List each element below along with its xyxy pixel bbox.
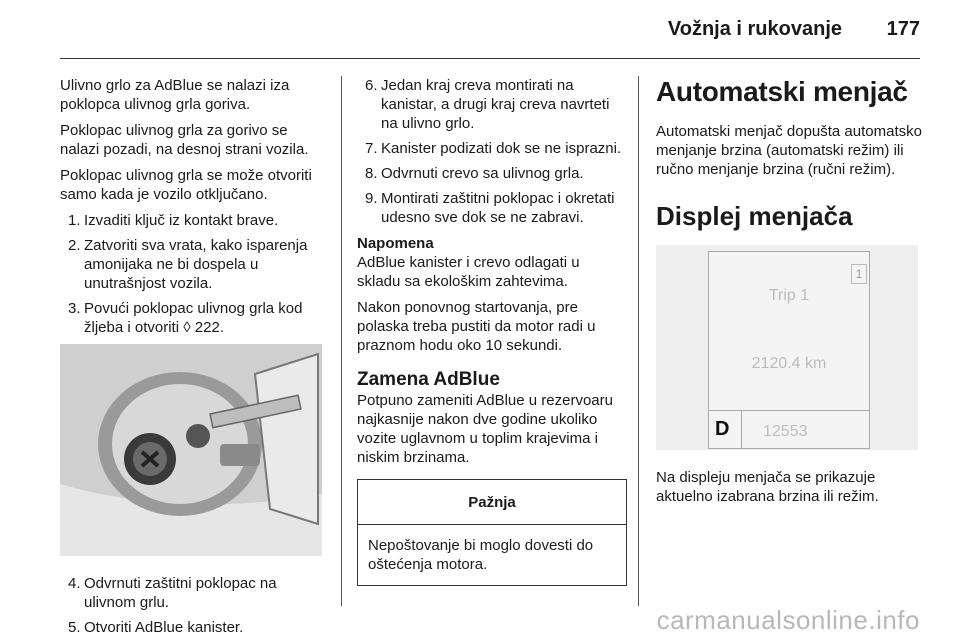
display-frame bbox=[708, 251, 870, 449]
step-text: Zatvoriti sva vrata, kako isparenja amonijaka ne bi dospela u unutrašnjost vozila. bbox=[84, 237, 308, 292]
watermark: carmanualsonline.info bbox=[656, 605, 920, 635]
list-item bbox=[357, 139, 627, 158]
step-number: 8. bbox=[365, 165, 378, 182]
gear-indicator: D bbox=[715, 418, 730, 440]
list-item bbox=[60, 236, 330, 293]
section-heading: Displej menjača bbox=[656, 201, 853, 231]
list-item bbox=[60, 574, 330, 612]
step-text: Jedan kraj creva montirati na kanistar, a drugi kraj creva navrteti na ulivno grlo. bbox=[381, 77, 610, 132]
paragraph: Nakon ponovnog startovanja, pre polaska treba pustiti da motor radi u praznom hodu oko 10 sekundi. bbox=[357, 299, 596, 354]
step-number: 7. bbox=[365, 140, 378, 157]
page-number: 177 bbox=[886, 18, 920, 40]
odometer: 12553 bbox=[763, 423, 808, 440]
column-2 bbox=[357, 76, 627, 586]
step-text: Montirati zaštitni poklopac i okretati udesno sve dok se ne zabravi. bbox=[381, 190, 615, 226]
column-divider-2 bbox=[638, 76, 639, 606]
display-separator bbox=[741, 410, 742, 448]
step-text: Odvrnuti crevo sa ulivnog grla. bbox=[381, 165, 584, 182]
step-text: Kanister podizati dok se ne isprazni. bbox=[381, 140, 622, 157]
fuel-filler-illustration bbox=[60, 344, 322, 556]
list-item bbox=[357, 76, 627, 133]
step-list bbox=[60, 574, 330, 637]
transmission-display bbox=[656, 245, 918, 450]
step-number: 4. bbox=[68, 575, 81, 592]
caution-heading: Pažnja bbox=[358, 480, 626, 525]
step-number: 6. bbox=[365, 77, 378, 94]
section-heading: Zamena AdBlue bbox=[357, 369, 500, 390]
step-list bbox=[60, 211, 330, 337]
list-item bbox=[357, 189, 627, 227]
step-number: 3. bbox=[68, 300, 81, 317]
display-divider bbox=[709, 410, 869, 411]
column-1 bbox=[60, 76, 330, 644]
list-item bbox=[60, 299, 330, 337]
note-body: AdBlue kanister i crevo odlagati u skladu sa ekološkim zahtevima. bbox=[357, 254, 580, 290]
step-number: 9. bbox=[365, 190, 378, 207]
step-number: 2. bbox=[68, 237, 81, 254]
running-header-title: Vožnja i rukovanje bbox=[667, 18, 842, 40]
paragraph: Na displeju menjača se prikazuje aktuelno izabrana brzina ili režim. bbox=[656, 469, 879, 505]
header-rule bbox=[60, 58, 920, 59]
step-number: 5. bbox=[68, 619, 81, 636]
step-text: Izvaditi ključ iz kontakt brave. bbox=[84, 212, 279, 229]
note-heading: Napomena bbox=[357, 235, 434, 252]
step-text: Otvoriti AdBlue kanister. bbox=[84, 619, 244, 636]
paragraph: Poklopac ulivnog grla za gorivo se nalazi pozadi, na desnoj strani vozila. bbox=[60, 122, 309, 158]
step-number: 1. bbox=[68, 212, 81, 229]
step-text: Odvrnuti zaštitni poklopac na ulivnom grlu. bbox=[84, 575, 277, 611]
display-tab-icon: 1 bbox=[851, 264, 867, 284]
step-text: Povući poklopac ulivnog grla kod žljeba i otvoriti ◊ 222. bbox=[84, 300, 303, 336]
paragraph: Ulivno grlo za AdBlue se nalazi iza poklopca ulivnog grla goriva. bbox=[60, 77, 290, 113]
caution-box bbox=[357, 479, 627, 586]
paragraph: Potpuno zameniti AdBlue u rezervoaru najkasnije nakon dve godine ukoliko vozite uglavnom u toplim krajevima i niskim brzinama. bbox=[357, 392, 613, 466]
list-item bbox=[357, 164, 627, 183]
paragraph: Poklopac ulivnog grla se može otvoriti samo kada je vozilo otključano. bbox=[60, 167, 312, 203]
list-item bbox=[60, 211, 330, 230]
trip-distance: 2120.4 km bbox=[751, 355, 827, 372]
fuel-filler-photo bbox=[60, 344, 322, 556]
step-list bbox=[357, 76, 627, 227]
column-3 bbox=[656, 76, 924, 513]
column-divider-1 bbox=[341, 76, 342, 606]
caution-body: Nepoštovanje bi moglo dovesti do oštećenja motora. bbox=[368, 537, 594, 573]
trip-label: Trip 1 bbox=[768, 287, 810, 304]
paragraph: Automatski menjač dopušta automatsko menjanje brzina (automatski režim) ili ručno menjanje brzina (ručni režim). bbox=[656, 123, 922, 178]
chapter-heading: Automatski menjač bbox=[656, 76, 908, 107]
list-item bbox=[60, 618, 330, 637]
